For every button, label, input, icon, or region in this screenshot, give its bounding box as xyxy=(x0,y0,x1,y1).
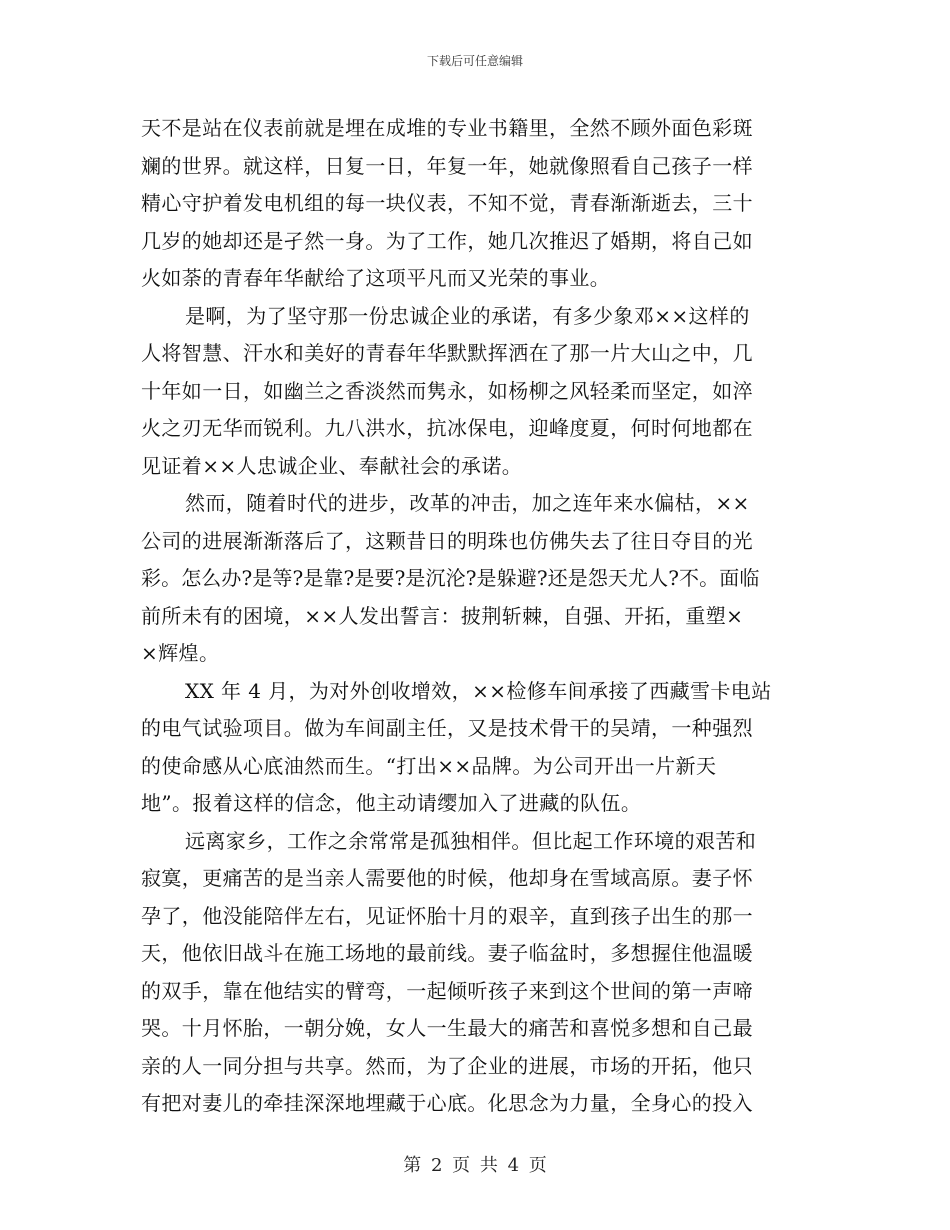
text-line: 然而，随着时代的进步，改革的冲击，加之连年来水偏枯，×× xyxy=(185,491,750,515)
text-line: 哭。十月怀胎，一朝分娩，女人一生最大的痛苦和喜悦多想和自己最 xyxy=(141,1016,753,1040)
text-line: 地”。报着这样的信念，他主动请缨加入了进藏的队伍。 xyxy=(141,791,642,815)
text-line: ×辉煌。 xyxy=(141,641,220,665)
text-line: 的电气试验项目。做为车间副主任，又是技术骨干的吴靖，一种强烈 xyxy=(141,716,753,740)
text-line: 几岁的她却还是孑然一身。为了工作，她几次推迟了婚期，将自己如 xyxy=(141,228,753,253)
text-line: 的使命感从心底油然而生。“打出××品牌。为公司开出一片新天 xyxy=(141,753,717,778)
text-line: 寂寞，更痛苦的是当亲人需要他的时候，他却身在雪域高原。妻子怀 xyxy=(141,866,753,890)
text-line: 斓的世界。就这样，日复一日，年复一年，她就像照看自己孩子一样 xyxy=(141,153,753,178)
text-line: 精心守护着发电机组的每一块仪表，不知不觉，青春渐渐逝去，三十 xyxy=(141,191,753,215)
paragraph-5 xyxy=(141,823,801,1123)
text-line: 是啊，为了坚守那一份忠诚企业的承诺，有多少象邓××这样的 xyxy=(185,303,750,328)
text-line: 的双手，靠在他结实的臂弯，一起倾听孩子来到这个世间的第一声啼 xyxy=(141,978,753,1003)
text-line: 见证着××人忠诚企业、奉献社会的承诺。 xyxy=(141,453,523,478)
text-line: 人将智慧、汗水和美好的青春年华默默挥洒在了那一片大山之中，几 xyxy=(141,341,753,365)
text-line: 天，他依旧战斗在施工场地的最前线。妻子临盆时，多想握住他温暖 xyxy=(141,941,753,965)
paragraph-2 xyxy=(141,298,801,486)
page-header: 下载后可任意编辑 xyxy=(426,54,523,68)
text-line: 彩。怎么办?是等?是靠?是要?是沉沦?是躲避?还是怨天尤人?不。面临 xyxy=(141,566,760,590)
text-line: XX 年 4 月，为对外创收增效，××检修车间承接了西藏雪卡电站 xyxy=(185,678,772,703)
paragraph-4 xyxy=(141,673,801,823)
text-line: 天不是站在仪表前就是埋在成堆的专业书籍里，全然不顾外面色彩斑 xyxy=(141,116,753,140)
paragraph-1 xyxy=(141,110,801,298)
text-line: 亲的人一同分担与共享。然而，为了企业的进展，市场的开拓，他只 xyxy=(141,1053,753,1078)
text-line: 孕了，他没能陪伴左右，见证怀胎十月的艰辛，直到孩子出生的那一 xyxy=(141,903,753,928)
text-line: 火之刃无华而锐利。九八洪水，抗冰保电，迎峰度夏，何时何地都在 xyxy=(141,416,753,440)
text-line: 远离家乡，工作之余常常是孤独相伴。但比起工作环境的艰苦和 xyxy=(185,828,757,853)
text-line: 公司的进展渐渐落后了，这颗昔日的明珠也仿佛失去了往日夺目的光 xyxy=(141,528,753,553)
text-line: 有把对妻儿的牵挂深深地埋藏于心底。化思念为力量，全身心的投入 xyxy=(141,1091,753,1115)
text-line: 火如荼的青春年华献给了这项平凡而又光荣的事业。 xyxy=(141,266,611,290)
text-line: 前所未有的困境，××人发出誓言：披荆斩棘，自强、开拓，重塑× xyxy=(141,603,744,628)
body-text xyxy=(141,110,801,1123)
page-number-footer: 第 2 页 共 4 页 xyxy=(403,1155,547,1176)
paragraph-3 xyxy=(141,485,801,673)
text-line: 十年如一日，如幽兰之香淡然而隽永，如杨柳之风轻柔而坚定，如淬 xyxy=(141,378,753,403)
